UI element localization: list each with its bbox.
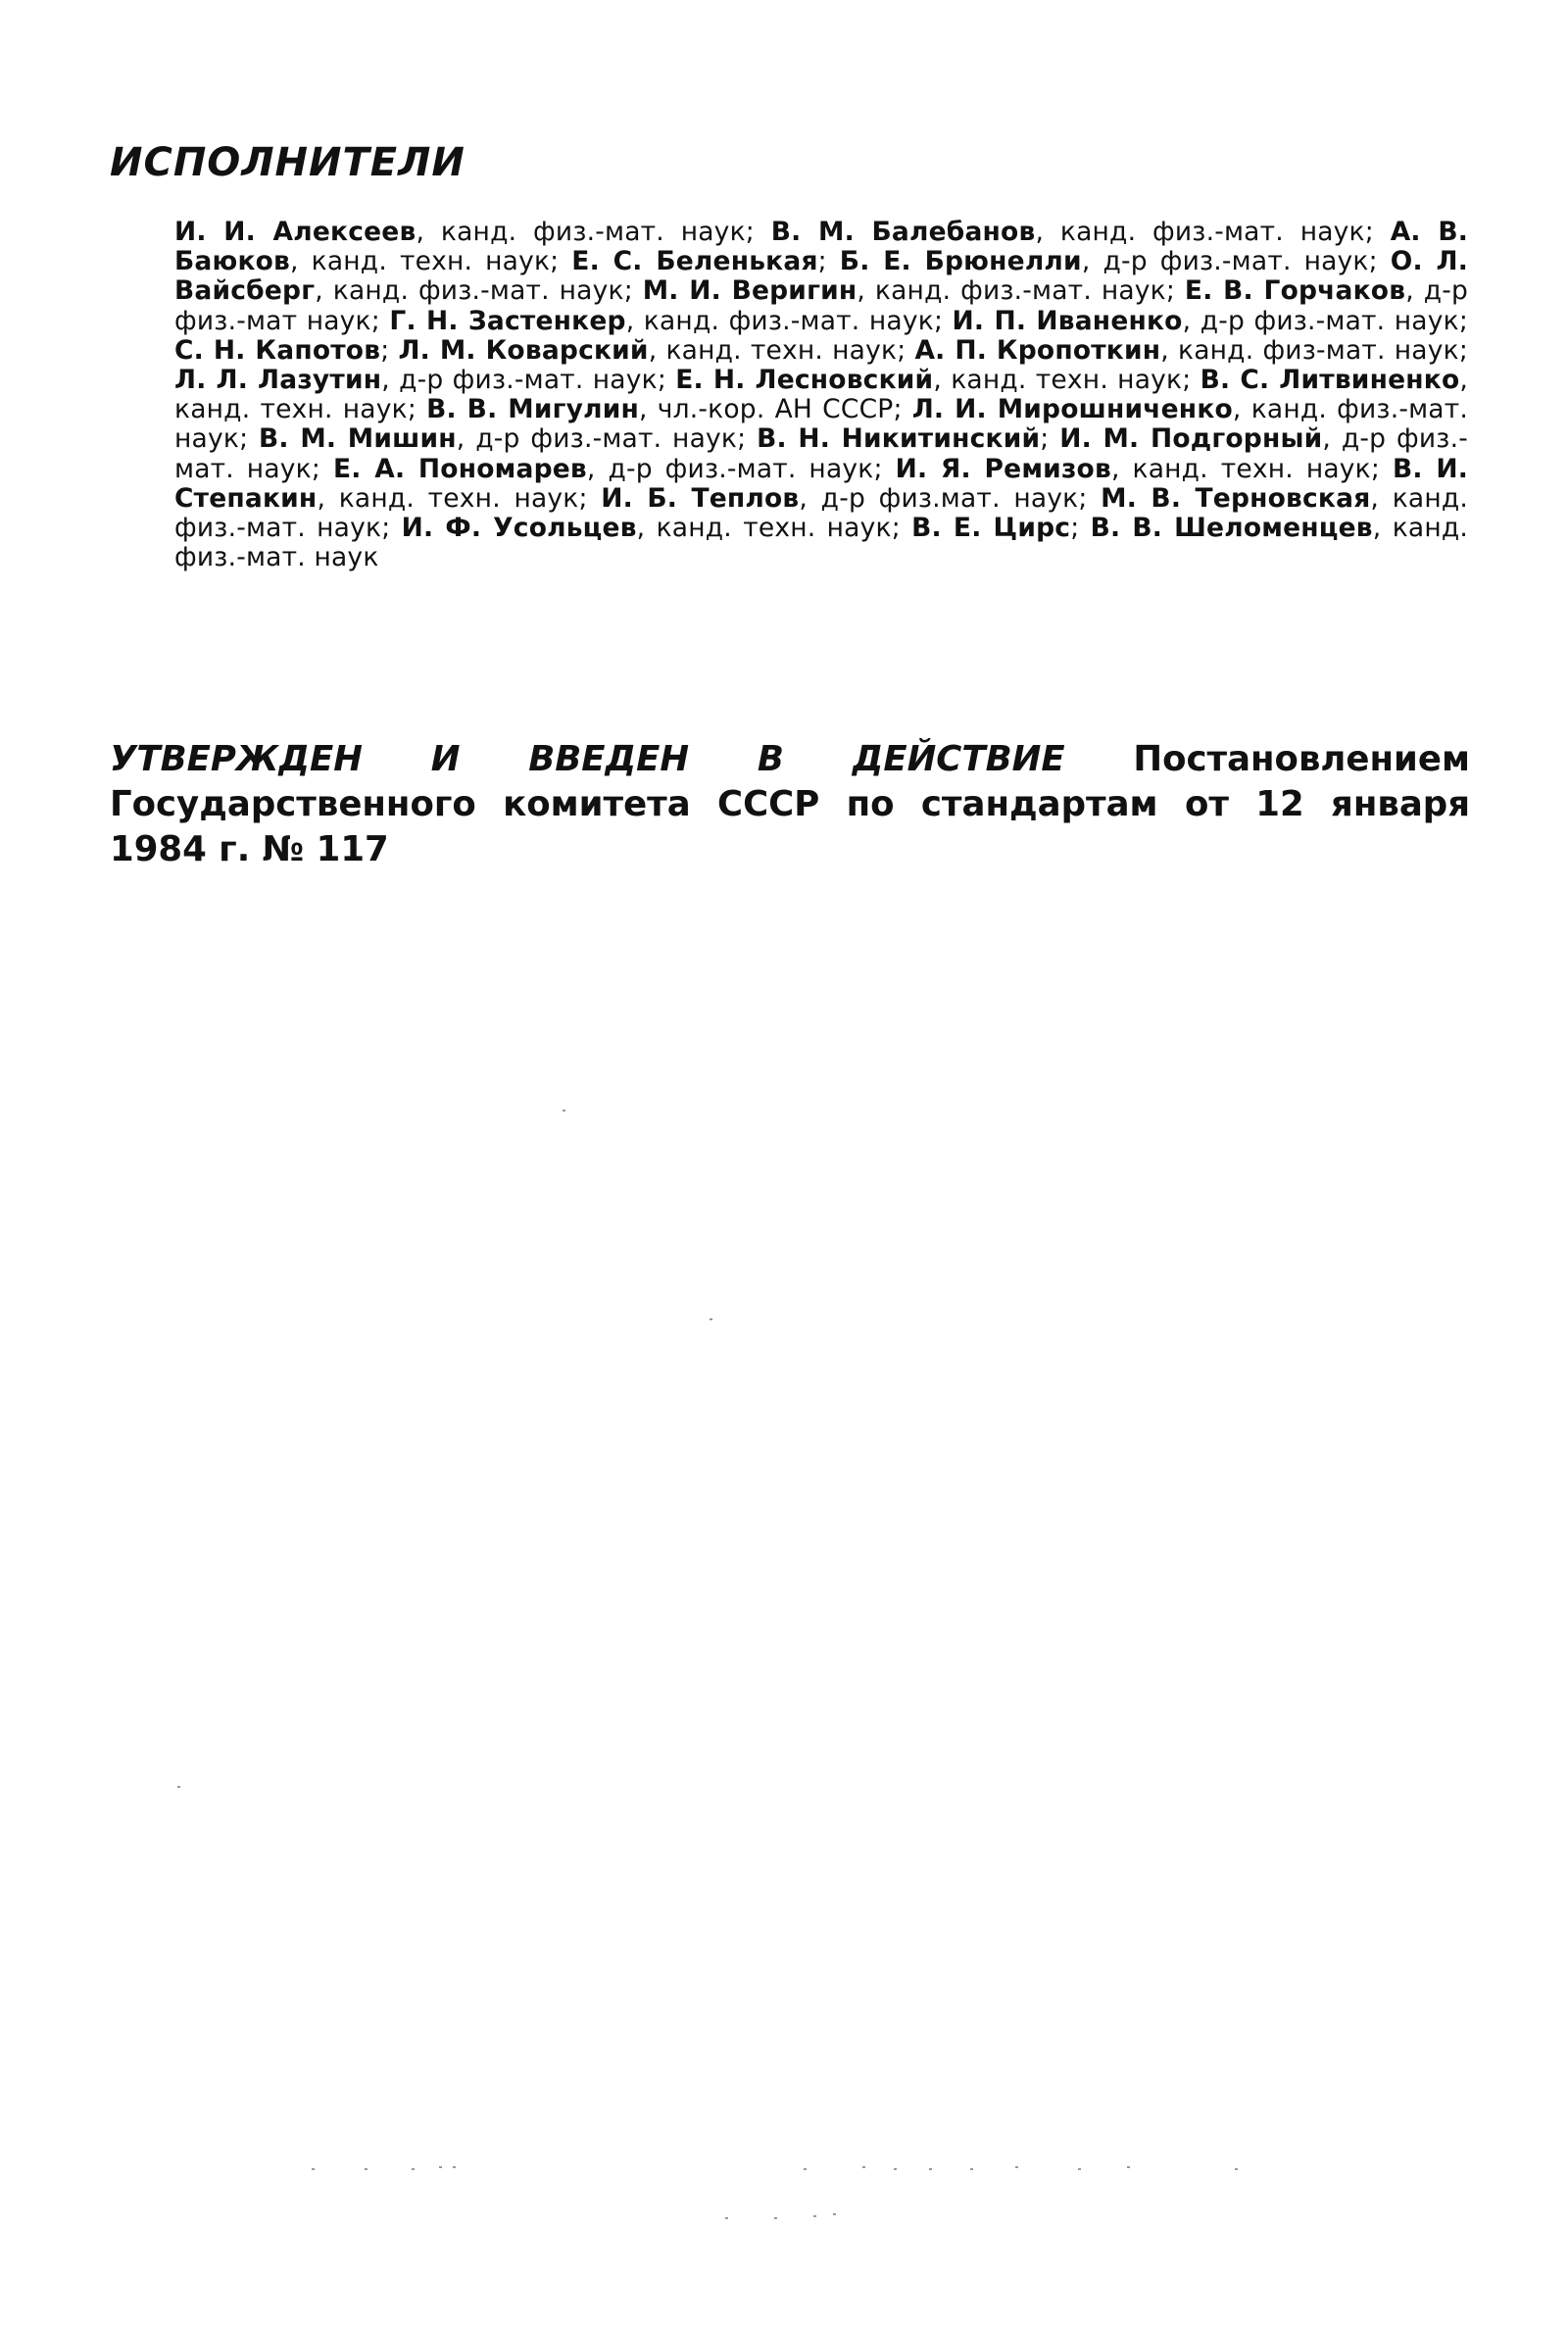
executors-list: И. И. Алексеев, канд. физ.-мат. наук; В. М. Балебанов, канд. физ.-мат. наук; А. В. Баюков, канд. техн. наук; Е. С. Беленькая; Б. Е. Брюнелли, д-р физ.-мат. наук; О. Л. Вайсберг, канд. физ.-мат. наук; М. И. Веригин, канд. физ.-мат. наук; Е. В. Горчаков, д-р физ.-мат наук; Г. Н. Застенкер, канд. физ.-мат. наук; И. П. Иваненко, д-р физ.-мат. наук; С. Н. Капотов; Л. М. Коварский, канд. техн. наук; А. П. Кропоткин, канд. физ-мат. наук; Л. Л. Лазутин, д-р физ.-мат. наук; Е. Н. Лесновский, канд. техн. наук; В. С. Литвиненко, канд. техн. наук; В. В. Мигулин, чл.-кор. АН СССР; Л. И. Мирошниченко, канд. физ.-мат. наук; В. М. Мишин, д-р физ.-мат. наук; В. Н. Никитинский; И. М. Подгорный, д-р физ.-мат. наук; Е. А. Пономарев, д-р физ.-мат. наук; И. Я. Ремизов, канд. техн. наук; В. И. Степакин, канд. техн. наук; И. Б. Теплов, д-р физ.мат. наук; М. В. Терновская, канд. физ.-мат. наук; И. Ф. Усольцев, канд. техн. наук; В. Е. Цирс; В. В. Шеломенцев, канд. физ.-мат. наук <box>174 217 1469 573</box>
executor-name: И. Я. Ремизов <box>895 453 1111 484</box>
executor-name: В. И. Степакин <box>174 453 1468 514</box>
executor-degree: канд. физ.-мат. наук <box>174 394 1468 455</box>
executor-degree: д-р физ.-мат. наук <box>608 453 874 484</box>
executor-degree: канд. техн. наук <box>951 365 1183 396</box>
executor-degree: канд. физ.-мат. наук <box>440 217 746 247</box>
approval-statement <box>110 737 1470 872</box>
executor-degree: д-р физ.-мат. наук <box>1200 305 1459 336</box>
scan-speck <box>774 2217 777 2219</box>
executor-degree: д-р физ.-мат. наук <box>1102 246 1369 277</box>
scan-speck <box>929 2168 932 2170</box>
executor-degree: канд. физ.-мат. наук <box>643 305 934 336</box>
scan-speck <box>439 2166 442 2168</box>
scan-speck <box>1015 2166 1018 2168</box>
executor-name: С. Н. Капотов <box>174 334 381 366</box>
executor-degree: канд. техн. наук <box>665 334 898 366</box>
executor-name: Л. Л. Лазутин <box>174 365 382 396</box>
executor-degree: канд. физ.-мат. наук <box>174 513 1469 573</box>
executor-name: А. П. Кропоткин <box>914 334 1161 366</box>
scan-speck <box>1127 2166 1130 2168</box>
executor-degree: д-р физ.-мат. наук <box>399 365 658 396</box>
executor-name: Е. А. Пономарев <box>332 453 587 484</box>
executor-degree: канд. техн. наук <box>656 513 892 544</box>
scan-speck <box>710 1318 712 1320</box>
scan-speck <box>1235 2168 1238 2170</box>
executor-degree: канд. физ.-мат. наук <box>332 275 624 307</box>
executor-degree: канд. техн. наук <box>174 394 408 425</box>
executor-name: И. Б. Теплов <box>601 482 800 514</box>
executor-name: О. Л. Вайсберг <box>174 246 1469 307</box>
scan-speck <box>813 2215 816 2217</box>
scan-speck <box>833 2213 836 2215</box>
executor-name: Л. М. Коварский <box>398 334 649 366</box>
executor-name: Г. Н. Застенкер <box>389 305 626 336</box>
scan-speck <box>177 1786 180 1788</box>
section-heading: ИСПОЛНИТЕЛИ <box>110 140 466 185</box>
executor-name: В. С. Литвиненко <box>1200 365 1460 396</box>
executor-name: Е. С. Беленькая <box>571 246 818 277</box>
executor-name: В. В. Мигулин <box>426 394 640 425</box>
executor-name: М. И. Веригин <box>642 275 858 307</box>
executor-name: И. И. Алексеев <box>174 217 416 247</box>
executor-degree: д-р физ.-мат наук <box>174 275 1468 336</box>
executor-name: М. В. Терновская <box>1101 482 1371 514</box>
executor-degree: канд. техн. наук <box>1132 453 1371 484</box>
approval-caps: УТВЕРЖДЕН И ВВЕДЕН В ДЕЙСТВИЕ <box>110 739 1065 779</box>
scan-speck <box>894 2168 897 2170</box>
executor-name: А. В. Баюков <box>174 217 1468 277</box>
executor-name: И. П. Иваненко <box>952 305 1183 336</box>
scan-speck <box>453 2166 456 2168</box>
scan-speck <box>563 1110 565 1112</box>
executor-degree: канд. техн. наук <box>338 482 579 514</box>
executor-name: В. М. Мишин <box>259 423 457 455</box>
executor-name: И. Ф. Усольцев <box>401 513 637 544</box>
executor-name: И. М. Подгорный <box>1059 423 1323 455</box>
scan-speck <box>862 2166 865 2168</box>
executor-degree: д-р физ.-мат. наук <box>174 423 1468 484</box>
executor-name: Е. Н. Лесновский <box>675 365 934 396</box>
executor-name: В. Н. Никитинский <box>757 423 1041 455</box>
executor-name: Е. В. Горчаков <box>1184 275 1406 307</box>
executor-degree: канд. физ.-мат. наук <box>874 275 1166 307</box>
scan-speck <box>970 2168 973 2170</box>
scan-speck <box>725 2217 728 2219</box>
executor-name: В. В. Шеломенцев <box>1090 513 1373 544</box>
executor-degree: канд. физ.-мат. наук <box>1059 217 1365 247</box>
scan-speck <box>365 2168 368 2170</box>
executor-degree: канд. физ.-мат. наук <box>174 482 1469 544</box>
scan-speck <box>312 2168 315 2170</box>
executor-degree: канд. техн. наук <box>311 246 551 277</box>
approval-text: Постановлением Государственного комитета СССР по стандартам от 12 января 1984 г. № 117 <box>110 739 1470 869</box>
scan-speck <box>804 2168 807 2170</box>
executor-degree: д-р физ.мат. наук <box>820 482 1079 514</box>
scan-speck <box>1078 2168 1081 2170</box>
executor-name: В. Е. Цирс <box>911 513 1071 544</box>
executor-name: Б. Е. Брюнелли <box>839 246 1082 277</box>
scan-speck <box>412 2168 415 2170</box>
executor-degree: д-р физ.-мат. наук <box>475 423 738 455</box>
executor-degree: чл.-кор. АН СССР <box>657 394 894 425</box>
executor-name: Л. И. Мирошниченко <box>911 394 1233 425</box>
executor-degree: канд. физ-мат. наук <box>1178 334 1459 366</box>
executor-name: В. М. Балебанов <box>770 217 1036 247</box>
